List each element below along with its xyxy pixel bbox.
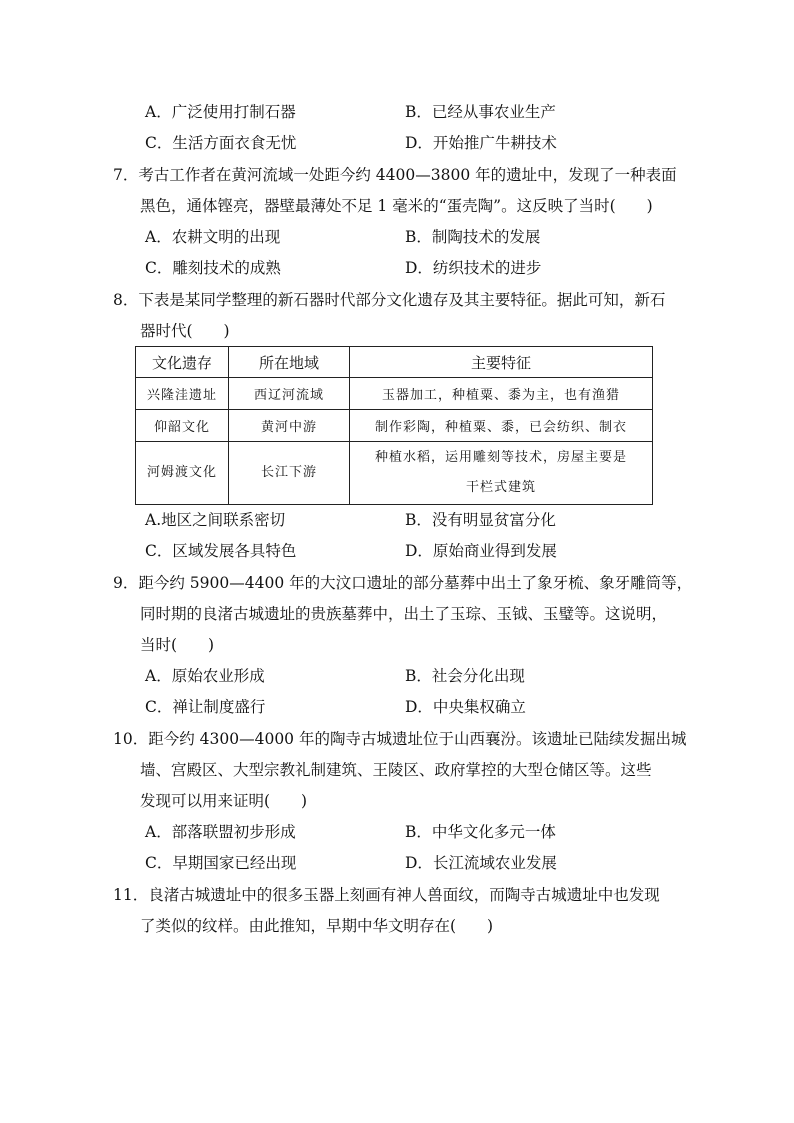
q6-option-b: B．已经从事农业生产 bbox=[405, 103, 556, 121]
table-cell: 河姆渡文化 bbox=[136, 442, 229, 505]
q9-stem-line2: 同时期的良渚古城遗址的贵族墓葬中，出土了玉琮、玉钺、玉璧等。这说明， bbox=[140, 605, 668, 623]
q10-stem-line3: 发现可以用来证明( ) bbox=[140, 792, 308, 810]
q9-option-a: A．原始农业形成 bbox=[145, 667, 265, 685]
q10-stem-line1: 10．距今约 4300—4000 年的陶寺古城遗址位于山西襄汾。该遗址已陆续发掘出城 bbox=[113, 730, 687, 748]
table-cell: 仰韶文化 bbox=[136, 410, 229, 442]
q11-stem-line2: 了类似的纹样。由此推知，早期中华文明存在( ) bbox=[140, 917, 494, 935]
q7-option-a: A．农耕文明的出现 bbox=[145, 228, 281, 246]
q6-option-c: C．生活方面衣食无忧 bbox=[145, 134, 297, 152]
q8-option-d: D．原始商业得到发展 bbox=[405, 542, 557, 560]
q7-option-b: B．制陶技术的发展 bbox=[405, 228, 541, 246]
table-cell: 制作彩陶，种植粟、黍，已会纺织、制衣 bbox=[350, 410, 653, 442]
q6-option-a: A．广泛使用打制石器 bbox=[145, 103, 296, 121]
q8-option-b: B．没有明显贫富分化 bbox=[405, 511, 556, 529]
q8-option-a: A.地区之间联系密切 bbox=[145, 511, 286, 529]
table-cell: 黄河中游 bbox=[229, 410, 350, 442]
q10-option-b: B．中华文化多元一体 bbox=[405, 823, 556, 841]
table-cell-multiline bbox=[350, 442, 653, 505]
q8-option-c: C．区域发展各具特色 bbox=[145, 542, 297, 560]
q7-option-c: C．雕刻技术的成熟 bbox=[145, 259, 281, 277]
q10-option-a: A．部落联盟初步形成 bbox=[145, 823, 296, 841]
table-row bbox=[136, 410, 653, 442]
table-header: 所在地域 bbox=[229, 347, 350, 378]
q10-stem-line2: 墙、宫殿区、大型宗教礼制建筑、王陵区、政府掌控的大型仓储区等。这些 bbox=[140, 761, 652, 779]
q9-stem-line3: 当时( ) bbox=[140, 636, 215, 654]
q10-option-d: D．长江流域农业发展 bbox=[405, 854, 557, 872]
table-header-row bbox=[136, 347, 653, 378]
q9-option-b: B．社会分化出现 bbox=[405, 667, 525, 685]
culture-table bbox=[135, 346, 653, 505]
q9-stem-line1: 9．距今约 5900—4400 年的大汶口遗址的部分墓葬中出土了象牙梳、象牙雕筒等， bbox=[113, 574, 693, 592]
q9-option-d: D．中央集权确立 bbox=[405, 698, 526, 716]
table-row bbox=[136, 442, 653, 505]
q7-stem-line1: 7．考古工作者在黄河流域一处距今约 4400—3800 年的遗址中，发现了一种表面 bbox=[113, 166, 677, 184]
q8-stem-line2: 器时代( ) bbox=[140, 322, 230, 340]
q10-option-c: C．早期国家已经出现 bbox=[145, 854, 297, 872]
table-cell-line: 种植水稻，运用雕刻等技术，房屋主要是 bbox=[374, 450, 627, 465]
q8-stem-line1: 8．下表是某同学整理的新石器时代部分文化遗存及其主要特征。据此可知，新石 bbox=[113, 291, 666, 309]
table-cell-line: 干栏式建筑 bbox=[465, 480, 536, 495]
q6-option-d: D．开始推广牛耕技术 bbox=[405, 134, 557, 152]
table-cell: 西辽河流域 bbox=[229, 378, 350, 410]
table-cell: 长江下游 bbox=[229, 442, 350, 505]
q9-option-c: C．禅让制度盛行 bbox=[145, 698, 266, 716]
table-header: 文化遗存 bbox=[136, 347, 229, 378]
table-header: 主要特征 bbox=[350, 347, 653, 378]
q7-stem-line2: 黑色，通体铿亮，器壁最薄处不足 1 毫米的“蛋壳陶”。这反映了当时( ) bbox=[140, 197, 653, 215]
table-cell: 兴隆洼遗址 bbox=[136, 378, 229, 410]
table-row bbox=[136, 378, 653, 410]
table-cell: 玉器加工，种植粟、黍为主，也有渔猎 bbox=[350, 378, 653, 410]
q11-stem-line1: 11．良渚古城遗址中的很多玉器上刻画有神人兽面纹，而陶寺古城遗址中也发现 bbox=[113, 886, 660, 904]
q7-option-d: D．纺织技术的进步 bbox=[405, 259, 542, 277]
